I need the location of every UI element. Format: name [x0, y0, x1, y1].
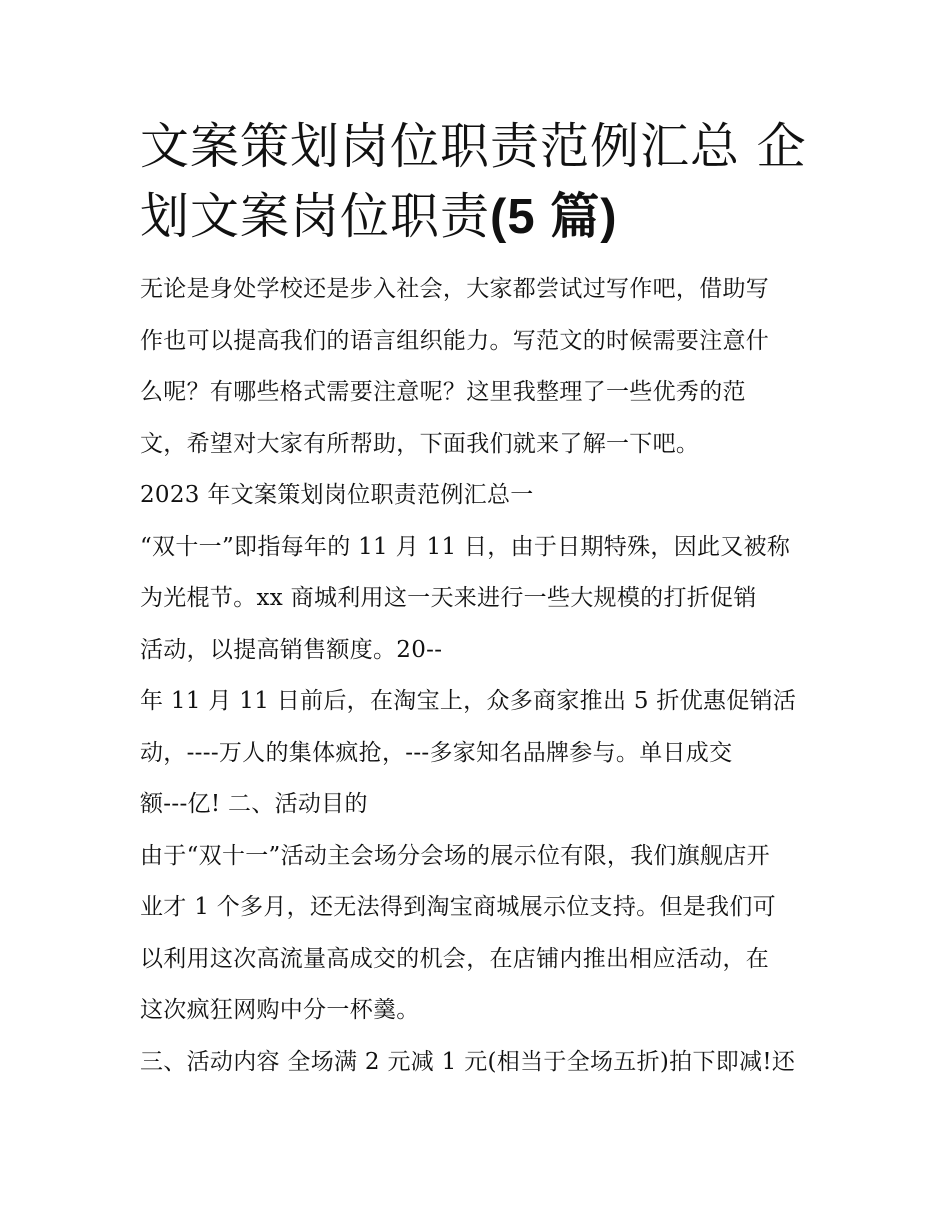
paragraph-line: 作也可以提高我们的语言组织能力。写范文的时候需要注意什 — [140, 327, 770, 354]
paragraph-line: 动，----万人的集体疯抢，---多家知名品牌参与。单日成交 — [140, 739, 733, 766]
paragraph-line: 年 11 月 11 日前后，在淘宝上，众多商家推出 5 折优惠促销活 — [140, 688, 797, 714]
paragraph-line: 无论是身处学校还是步入社会，大家都尝试过写作吧，借助写 — [140, 276, 770, 302]
paragraph-line: 么呢？有哪些格式需要注意呢？这里我整理了一些优秀的范 — [140, 379, 746, 405]
title-line-2 — [140, 182, 820, 252]
paragraph-line: 以利用这次高流量高成交的机会，在店铺内推出相应活动，在 — [140, 945, 770, 972]
paragraph-line: “双十一”即指每年的 11 月 11 日，由于日期特殊，因此又被称 — [140, 533, 791, 560]
paragraph-line: 活动，以提高销售额度。20-- — [140, 636, 443, 663]
title-line-1: 文案策划岗位职责范例汇总 企 — [140, 118, 807, 175]
paragraph-line: 额---亿! 二、活动目的 — [140, 791, 368, 817]
paragraph-line: 这次疯狂网购中分一杯羹。 — [140, 997, 420, 1023]
paragraph-line: 为光棍节。xx 商城利用这一天来进行一些大规模的打折促销 — [140, 585, 757, 611]
section-heading: 2023 年文案策划岗位职责范例汇总一 — [140, 482, 534, 508]
paragraph-line: 三、活动内容 全场满 2 元减 1 元(相当于全场五折)拍下即减!还 — [140, 1048, 796, 1075]
paragraph-line: 由于“双十一”活动主会场分会场的展示位有限，我们旗舰店开 — [140, 842, 770, 869]
paragraph-line: 业才 1 个多月，还无法得到淘宝商城展示位支持。但是我们可 — [140, 894, 776, 920]
paragraph-line: 文，希望对大家有所帮助，下面我们就来了解一下吧。 — [140, 430, 700, 457]
title-line-2-count: (5 篇) — [490, 190, 618, 244]
document-body — [140, 264, 820, 1088]
document-title — [140, 112, 820, 252]
document-page — [140, 112, 820, 1088]
title-line-2-text: 划文案岗位职责 — [140, 188, 491, 245]
